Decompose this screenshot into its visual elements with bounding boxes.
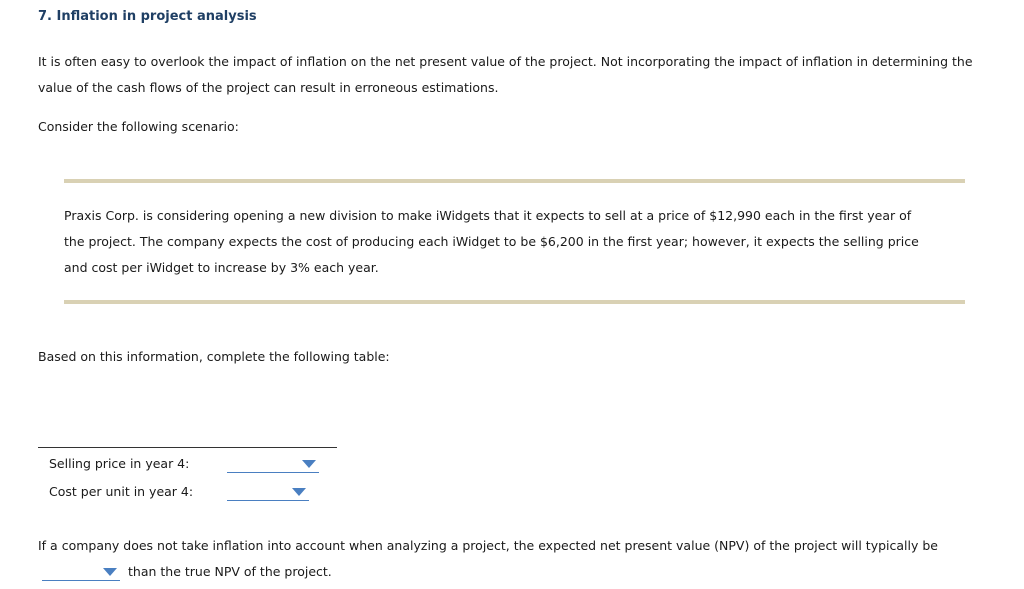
section-heading: 7. Inflation in project analysis <box>38 9 257 24</box>
instructions-text: Based on this information, complete the following table: <box>38 349 390 364</box>
intro-line-1: It is often easy to overlook the impact of inflation on the net present value of the project. Not incorporating the impact of inflation in determining the <box>38 54 973 69</box>
cost-per-unit-year4-label: Cost per unit in year 4: <box>49 484 194 499</box>
selling-price-year4-dropdown[interactable] <box>227 454 319 473</box>
consider-text: Consider the following scenario: <box>38 119 239 134</box>
chevron-down-icon <box>302 460 316 468</box>
cost-per-unit-year4-dropdown[interactable] <box>227 482 309 501</box>
scenario-line-1: Praxis Corp. is considering opening a new division to make iWidgets that it expects to sell at a price of $12,990 each in the first year of <box>64 208 912 223</box>
chevron-down-icon <box>292 488 306 496</box>
npv-comparison-dropdown[interactable] <box>42 562 120 581</box>
scenario-line-3: and cost per iWidget to increase by 3% each year. <box>64 260 379 275</box>
npv-question-line-2: than the true NPV of the project. <box>128 564 332 579</box>
intro-line-2: value of the cash flows of the project can result in erroneous estimations. <box>38 80 499 95</box>
selling-price-year4-label: Selling price in year 4: <box>49 456 190 471</box>
scenario-box <box>64 203 919 281</box>
table-top-border <box>38 447 337 448</box>
npv-question-line-1: If a company does not take inflation into account when analyzing a project, the expected net present value (NPV) of the project will typically be <box>38 538 938 553</box>
scenario-line-2: the project. The company expects the cost of producing each iWidget to be $6,200 in the first year; however, it expects the selling price <box>64 234 919 249</box>
scenario-bottom-divider <box>64 300 965 304</box>
chevron-down-icon <box>103 568 117 576</box>
scenario-top-divider <box>64 179 965 183</box>
intro-paragraph <box>38 49 973 101</box>
